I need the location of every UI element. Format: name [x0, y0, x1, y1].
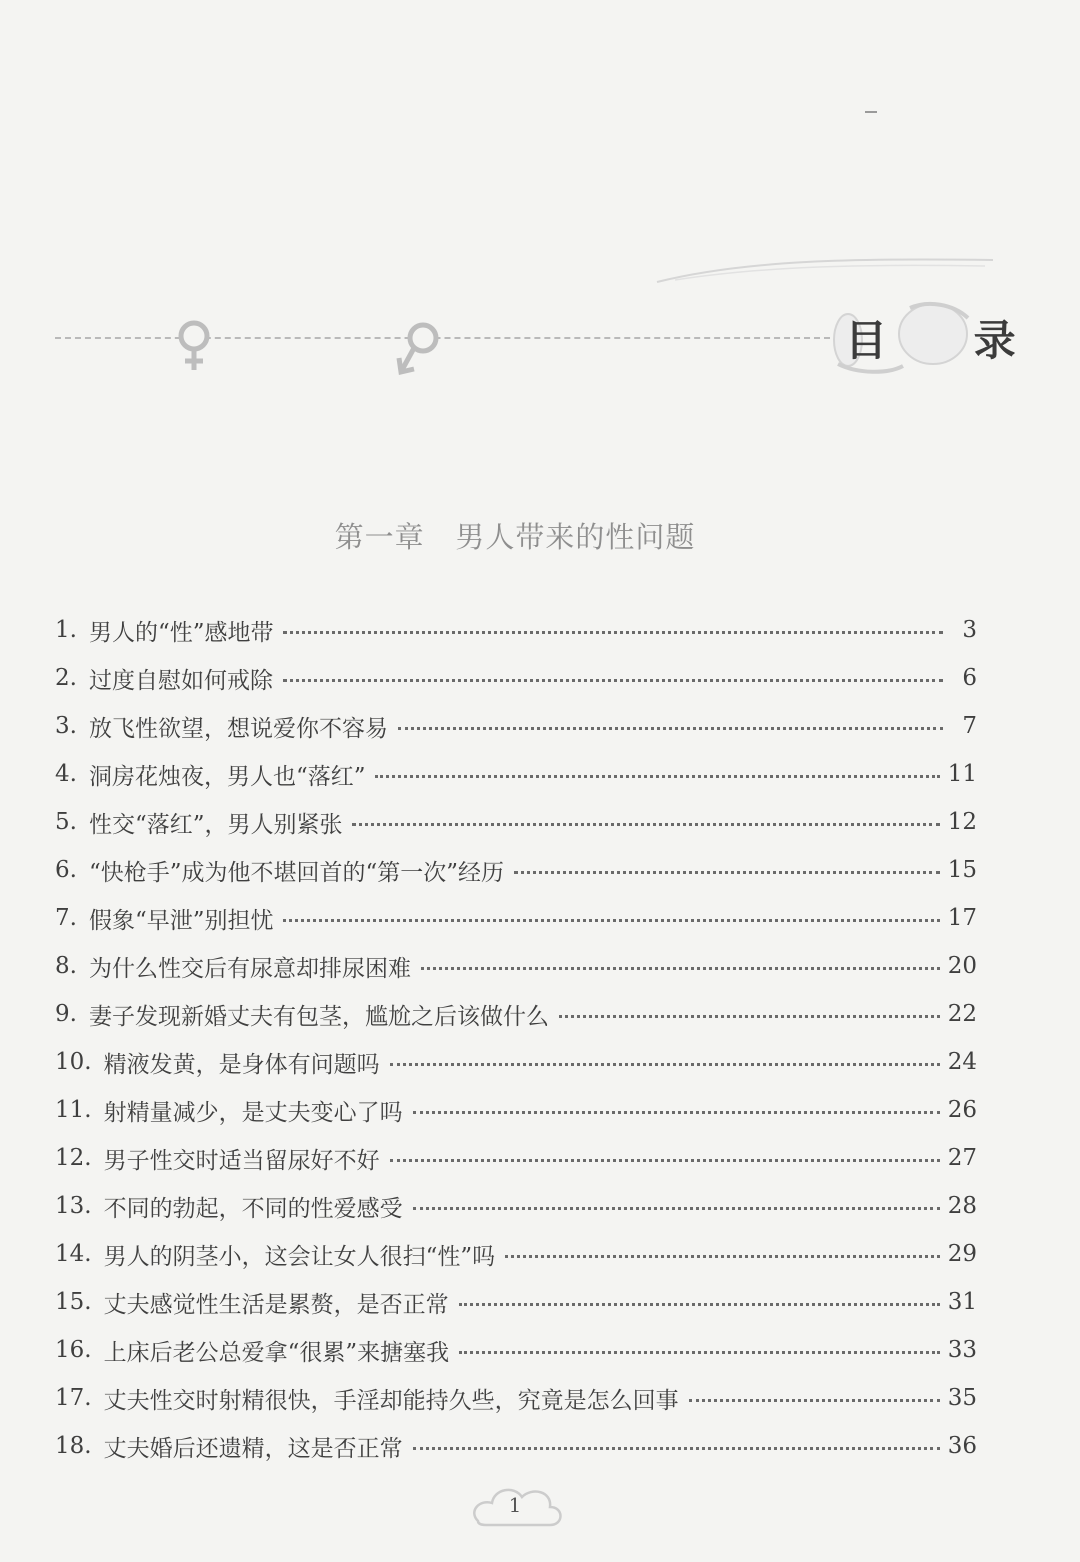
toc-entry-number: 6.	[55, 857, 77, 883]
toc-entry[interactable]	[55, 654, 977, 702]
toc-entry-number: 9.	[55, 1001, 77, 1027]
toc-entry-page: 29	[947, 1241, 977, 1267]
toc-dot-leader	[390, 1159, 940, 1162]
toc-entry-page: 31	[947, 1289, 977, 1315]
toc-entry-title: 假象“早泄”别担忧	[88, 907, 274, 934]
toc-entry-title: 男人的阴茎小，这会让女人很扫“性”吗	[103, 1243, 496, 1270]
page-title: 目 录	[845, 316, 1052, 365]
toc-entry-number: 5.	[55, 809, 77, 835]
toc-entry-number: 11.	[55, 1097, 92, 1123]
toc-entry[interactable]	[55, 702, 977, 750]
toc-entry-title: 精液发黄，是身体有问题吗	[103, 1051, 380, 1078]
toc-entry-number: 17.	[55, 1385, 92, 1411]
toc-entry[interactable]	[55, 846, 977, 894]
toc-dot-leader	[505, 1255, 940, 1258]
toc-dot-leader	[459, 1351, 940, 1354]
toc-dot-leader	[398, 727, 943, 730]
toc-dot-leader	[413, 1207, 940, 1210]
toc-entry-page: 36	[947, 1433, 977, 1459]
toc-entry-page: 20	[947, 953, 977, 979]
toc-dot-leader	[559, 1015, 940, 1018]
toc-entry-title: 为什么性交后有尿意却排尿困难	[88, 955, 411, 982]
page-number: 1	[508, 1493, 522, 1517]
toc-entry[interactable]	[55, 1134, 977, 1182]
toc-entry-page: 3	[962, 617, 977, 643]
toc-entry-page: 22	[947, 1001, 977, 1027]
toc-dot-leader	[689, 1399, 940, 1402]
toc-entry-page: 11	[947, 761, 977, 787]
toc-entry-title: 男子性交时适当留尿好不好	[103, 1147, 380, 1174]
toc-entry-page: 26	[947, 1097, 977, 1123]
toc-entry-number: 4.	[55, 761, 77, 787]
toc-entry-page: 33	[947, 1337, 977, 1363]
toc-entry[interactable]	[55, 1086, 977, 1134]
toc-dot-leader	[283, 679, 943, 682]
toc-entry[interactable]	[55, 798, 977, 846]
table-of-contents	[55, 606, 977, 1470]
toc-entry-number: 8.	[55, 953, 77, 979]
toc-entry-title: 丈夫婚后还遗精，这是否正常	[103, 1435, 403, 1462]
toc-dot-leader	[283, 631, 943, 634]
toc-entry-number: 16.	[55, 1337, 92, 1363]
toc-entry-title: 妻子发现新婚丈夫有包茎，尴尬之后该做什么	[88, 1003, 549, 1030]
toc-dot-leader	[375, 775, 939, 778]
toc-entry-page: 15	[947, 857, 977, 883]
toc-entry-number: 18.	[55, 1433, 92, 1459]
toc-entry[interactable]	[55, 1278, 977, 1326]
chapter-title: 第一章 男人带来的性问题	[334, 520, 696, 554]
toc-dot-leader	[352, 823, 939, 826]
toc-entry[interactable]	[55, 1038, 977, 1086]
toc-entry-title: “快枪手”成为他不堪回首的“第一次”经历	[88, 859, 504, 886]
toc-dot-leader	[283, 919, 939, 922]
toc-entry-number: 15.	[55, 1289, 92, 1315]
toc-entry-title: 不同的勃起，不同的性爱感受	[103, 1195, 403, 1222]
toc-dot-leader	[413, 1447, 940, 1450]
toc-entry[interactable]	[55, 1230, 977, 1278]
toc-dot-leader	[390, 1063, 940, 1066]
toc-entry-page: 7	[962, 713, 977, 739]
toc-entry-number: 12.	[55, 1145, 92, 1171]
toc-dot-leader	[459, 1303, 940, 1306]
toc-entry-title: 男人的“性”感地带	[88, 619, 274, 646]
toc-entry[interactable]	[55, 1374, 977, 1422]
toc-entry-title: 丈夫性交时射精很快，手淫却能持久些，究竟是怎么回事	[103, 1387, 679, 1414]
toc-entry-page: 24	[947, 1049, 977, 1075]
toc-entry-title: 过度自慰如何戒除	[88, 667, 273, 694]
toc-entry-title: 性交“落红”，男人别紧张	[88, 811, 343, 838]
toc-entry[interactable]	[55, 750, 977, 798]
toc-entry[interactable]	[55, 1422, 977, 1470]
toc-entry-title: 上床后老公总爱拿“很累”来搪塞我	[103, 1339, 450, 1366]
toc-entry[interactable]	[55, 1182, 977, 1230]
toc-entry[interactable]	[55, 990, 977, 1038]
toc-entry[interactable]	[55, 606, 977, 654]
print-mark	[865, 111, 877, 113]
male-symbol-icon	[393, 318, 445, 378]
toc-entry-title: 洞房花烛夜，男人也“落红”	[88, 763, 366, 790]
toc-dot-leader	[514, 871, 940, 874]
toc-entry-title: 丈夫感觉性生活是累赘，是否正常	[103, 1291, 449, 1318]
toc-entry-title: 放飞性欲望，想说爱你不容易	[88, 715, 388, 742]
toc-entry-number: 13.	[55, 1193, 92, 1219]
toc-entry[interactable]	[55, 1326, 977, 1374]
toc-entry-number: 10.	[55, 1049, 92, 1075]
toc-entry-number: 2.	[55, 665, 77, 691]
decorative-swoosh	[655, 250, 995, 290]
toc-entry[interactable]	[55, 894, 977, 942]
toc-entry-page: 12	[947, 809, 977, 835]
toc-entry-number: 3.	[55, 713, 77, 739]
toc-entry-number: 14.	[55, 1241, 92, 1267]
toc-entry[interactable]	[55, 942, 977, 990]
toc-entry-title: 射精量减少，是丈夫变心了吗	[103, 1099, 403, 1126]
toc-entry-page: 35	[947, 1385, 977, 1411]
toc-entry-number: 1.	[55, 617, 77, 643]
toc-entry-number: 7.	[55, 905, 77, 931]
female-symbol-icon	[173, 318, 215, 374]
toc-entry-page: 17	[947, 905, 977, 931]
toc-dot-leader	[413, 1111, 940, 1114]
toc-entry-page: 6	[962, 665, 977, 691]
toc-entry-page: 27	[947, 1145, 977, 1171]
toc-dot-leader	[421, 967, 940, 970]
toc-entry-page: 28	[947, 1193, 977, 1219]
